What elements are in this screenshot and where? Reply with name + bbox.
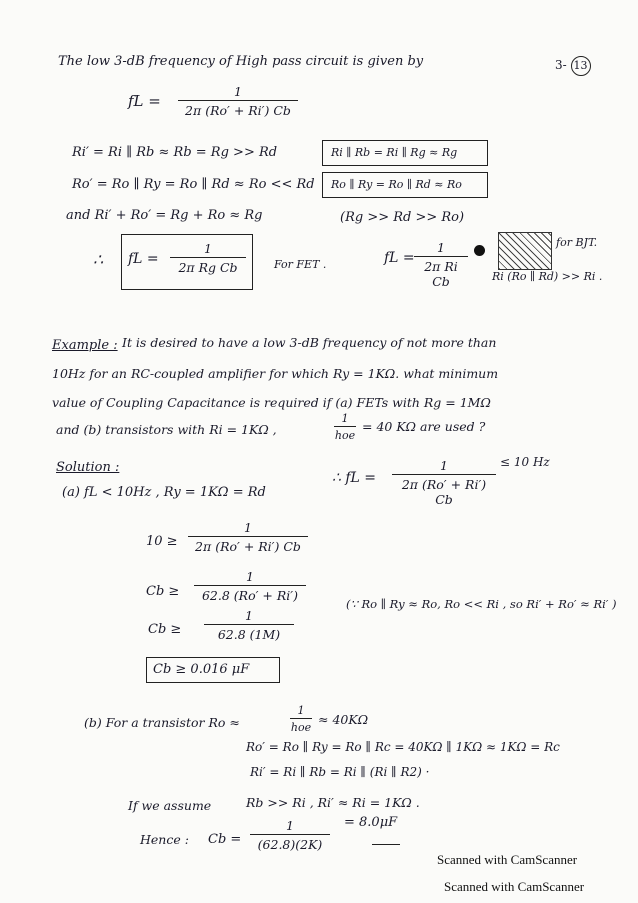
fraction-bar xyxy=(414,256,468,257)
example-line-2: 10Hz for an RC-coupled amplifier for which Ry = 1KΩ. what minimum xyxy=(52,366,499,381)
example-line-4b: = 40 KΩ are used ? xyxy=(362,419,486,434)
fraction-bar xyxy=(250,834,330,835)
line-and: and Ri′ + Ro′ = Rg + Ro ≈ Rg xyxy=(66,208,263,223)
fl-main-fraction xyxy=(178,84,298,118)
sol-num: 1 xyxy=(440,458,448,473)
fraction-bar xyxy=(392,474,496,475)
fraction-bar xyxy=(170,257,246,258)
therefore-symbol: ∴ xyxy=(93,250,104,269)
hence-num: 1 xyxy=(286,818,294,833)
step2-lhs: Cb ≥ xyxy=(146,584,180,599)
bjt-den: 2π Ri Cb xyxy=(424,259,458,289)
sol-formula-lhs: ∴ fL = xyxy=(332,470,377,486)
assume-label: If we assume xyxy=(128,798,212,813)
example-hoe-fraction xyxy=(334,412,356,442)
condition-text: (Rg >> Rd >> Ro) xyxy=(340,210,465,225)
part-b-hoe-den: hoe xyxy=(290,721,312,734)
step1-fraction xyxy=(188,520,308,554)
step2-fraction xyxy=(194,569,306,603)
step-note: (∵ Ro ∥ Ry ≈ Ro, Ro << Ri , so Ri′ + Ro′ ≈ Ri′ ) xyxy=(346,597,617,611)
part-b-result: ≈ 40KΩ xyxy=(318,712,369,727)
step2-den: 62.8 (Ro′ + Ri′) xyxy=(201,588,298,603)
step3-den: 62.8 (1M) xyxy=(217,627,281,642)
part-b-text: (b) For a transistor Ro ≈ xyxy=(84,715,240,730)
fraction-bar xyxy=(188,536,308,537)
step1-num: 1 xyxy=(244,520,252,535)
hence-fraction xyxy=(250,818,330,852)
b-line-ri: Ri′ = Ri ∥ Rb = Ri ∥ (Ri ∥ R2) · xyxy=(250,765,430,779)
sol-den: 2π (Ro′ + Ri′) Cb xyxy=(401,477,487,507)
box-ri-rb xyxy=(322,140,488,166)
scribbled-out-area xyxy=(498,232,552,270)
example-label: Example : xyxy=(52,338,118,353)
line-ri: Ri′ = Ri ∥ Rb ≈ Rb = Rg >> Rd xyxy=(72,145,278,160)
bjt-num: 1 xyxy=(437,240,445,255)
bjt-lhs: fL = xyxy=(384,250,415,266)
page-number-circle: 13 xyxy=(571,56,591,76)
part-a-text: (a) fL < 10Hz , Ry = 1KΩ = Rd xyxy=(62,485,266,500)
fraction-bar xyxy=(204,624,294,625)
fraction-bar xyxy=(178,100,298,101)
bjt-note: for BJT. xyxy=(556,236,598,249)
result-underline xyxy=(372,844,400,845)
hoe-den: hoe xyxy=(334,429,356,442)
example-line-3: value of Coupling Capacitance is required if (a) FETs with Rg = 1MΩ xyxy=(52,395,491,410)
line-ro: Ro′ = Ro ∥ Ry = Ro ∥ Rd ≈ Ro << Rd xyxy=(72,177,315,192)
step3-lhs: Cb ≥ xyxy=(148,622,182,637)
step2-num: 1 xyxy=(246,569,254,584)
hence-lhs: Cb = xyxy=(208,832,242,847)
step3-fraction xyxy=(204,608,294,642)
step1-den: 2π (Ro′ + Ri′) Cb xyxy=(195,539,301,554)
box-ro-ry xyxy=(322,172,488,198)
step1-lhs: 10 ≥ xyxy=(146,534,178,549)
part-b-hoe-num: 1 xyxy=(297,704,305,717)
solution-label: Solution : xyxy=(56,460,120,475)
camscanner-watermark-1: Scanned with CamScanner xyxy=(437,852,578,867)
assume-text: Rb >> Ri , Ri′ ≈ Ri = 1KΩ . xyxy=(246,795,420,810)
sol-formula-fraction xyxy=(392,458,496,507)
result-a-text: Cb ≥ 0.016 μF xyxy=(153,662,250,677)
fet-num: 1 xyxy=(204,241,212,256)
fet-den: 2π Rg Cb xyxy=(178,260,238,275)
page-number-prefix: 3- xyxy=(555,58,567,72)
result-a-box xyxy=(146,657,280,683)
hence-result: = 8.0μF xyxy=(344,815,398,830)
bjt-condition: Ri (Ro ∥ Rd) >> Ri . xyxy=(492,270,603,283)
step3-num: 1 xyxy=(245,608,253,623)
hence-den: (62.8)(2K) xyxy=(257,837,323,852)
example-line-4a: and (b) transistors with Ri = 1KΩ , xyxy=(56,422,277,437)
fet-fraction xyxy=(170,241,246,275)
box-ri-text: Ri ∥ Rb = Ri ∥ Rg ≈ Rg xyxy=(331,146,458,159)
fraction-bar xyxy=(290,718,312,719)
fet-formula-box xyxy=(121,234,253,290)
fet-label: For FET . xyxy=(274,258,327,271)
fl-main-num: 1 xyxy=(234,84,242,99)
fl-lhs: fL = xyxy=(128,92,161,110)
fl-main-den: 2π (Ro′ + Ri′) Cb xyxy=(185,103,291,118)
fet-lhs: fL = xyxy=(128,251,159,267)
box-ro-text: Ro ∥ Ry = Ro ∥ Rd ≈ Ro xyxy=(331,178,462,191)
hence-label: Hence : xyxy=(140,832,189,847)
b-line-ro: Ro′ = Ro ∥ Ry = Ro ∥ Rc = 40KΩ ∥ 1KΩ ≈ 1KΩ = Rc xyxy=(246,740,560,754)
bjt-fraction xyxy=(414,240,468,289)
fraction-bar xyxy=(334,426,356,427)
hoe-num: 1 xyxy=(341,412,349,425)
intro-text: The low 3-dB frequency of High pass circuit is given by xyxy=(58,54,424,69)
page-number xyxy=(555,56,591,76)
fraction-bar xyxy=(194,585,306,586)
ink-dot xyxy=(474,245,485,256)
sol-formula-rhs: ≤ 10 Hz xyxy=(500,455,550,469)
camscanner-watermark-2: Scanned with CamScanner xyxy=(444,879,585,894)
example-line-1: It is desired to have a low 3-dB frequency of not more than xyxy=(122,335,497,350)
part-b-hoe-fraction xyxy=(290,704,312,734)
